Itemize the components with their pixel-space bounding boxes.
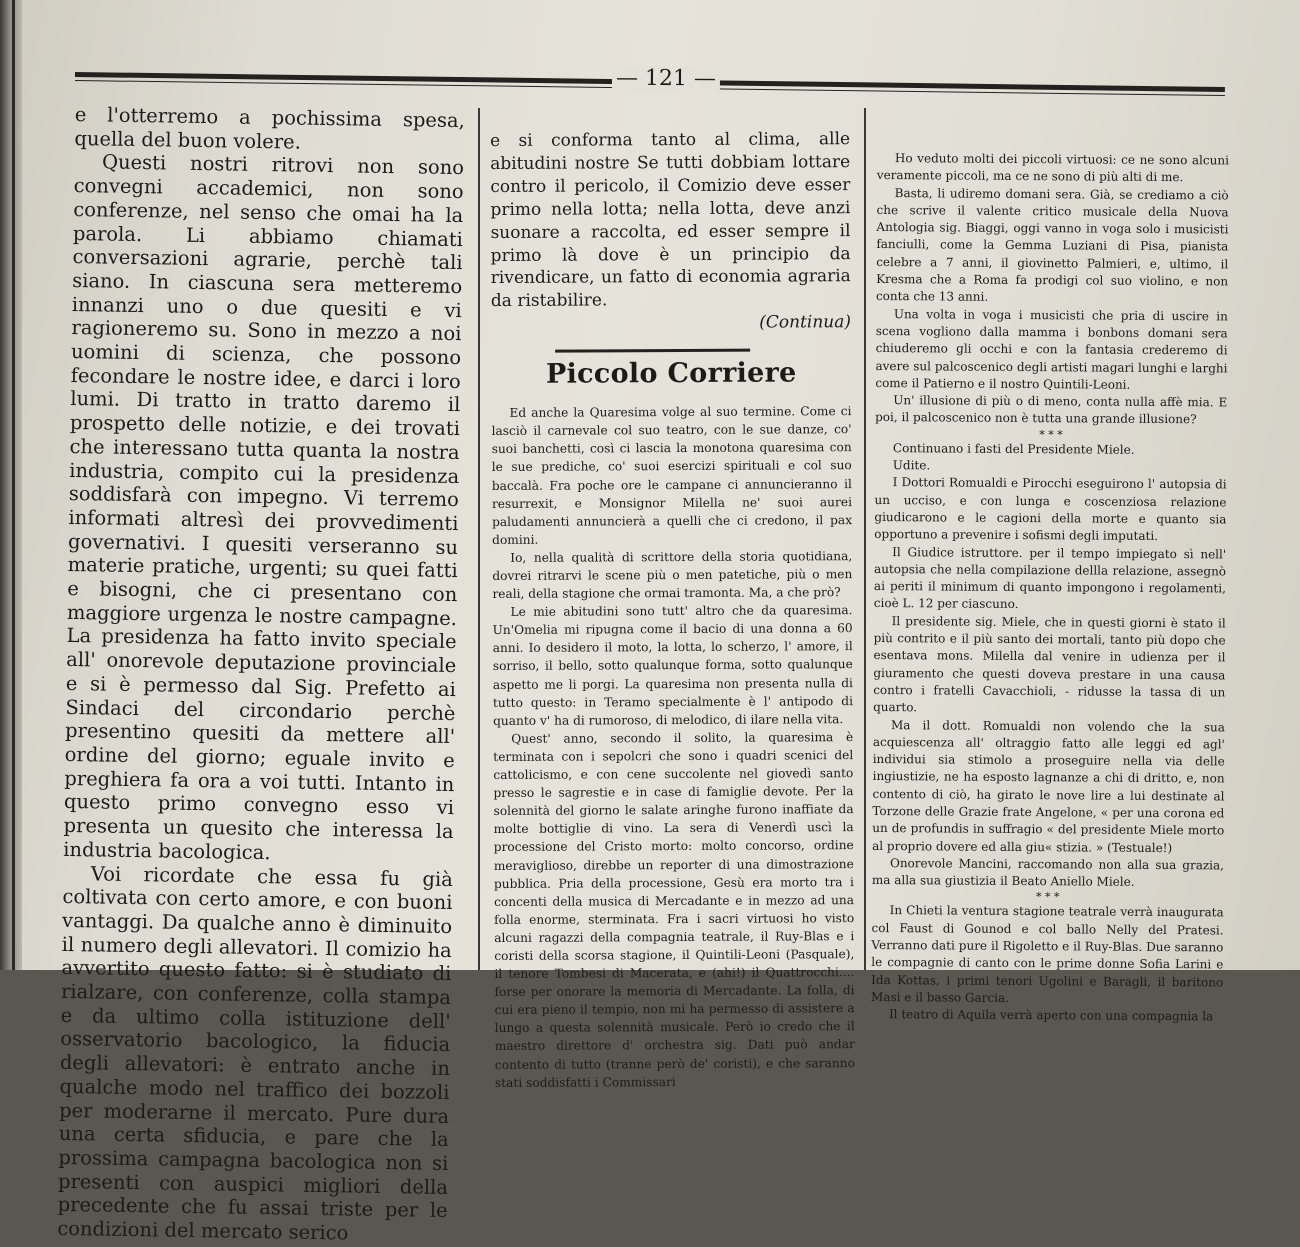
page-number: — 121 —: [612, 66, 720, 92]
column-divider-2: [864, 108, 866, 970]
book-spine: [0, 0, 22, 970]
col3-paragraph: Continuano i fasti del Presidente Miele.: [892, 440, 1135, 457]
spine-edge-line: [12, 0, 15, 970]
column-divider-1: [478, 108, 480, 970]
section-stars: * * *: [1035, 890, 1060, 904]
col3-paragraph: Una volta in voga i musicisti che pria di uscire in scena vogliono dalla mamma i bonbons domani sera chiuderemo gli occhi e con la fantasia crederemo di avere sul palcoscenico degli artisti magari lunghi e larghi come il Patierno e il nostro Quintili-Leoni.: [875, 306, 1228, 392]
column-2: [490, 128, 855, 1092]
section-stars: * * *: [1039, 427, 1063, 442]
col3-paragraph: In Chieti la ventura stagione teatrale verrà inaugurata col Faust di Gounod e col ballo Nelly del Pratesi. Verranno dati pure il Rigoletto e il Ruy-Blas. Due saranno le compagnie di canto con le prime donne Sofia Larini e Ida Kottas, i primi tenori Ugolini e Baragli, il baritono Masi e il basso Garcia.: [871, 903, 1224, 1005]
col3-paragraph: Basta, li udiremo domani sera. Già, se crediamo a ciò che scrive il valente critico musicale della Nuova Antologia sig. Biaggi, oggi vanno in voga solo i musicisti fanciulli, come la Gemma Luziani di Pisa, pianista celebre a 7 anni, il giovinetto Palmieri, e, ultimo, il Kresma che a Roma fa prodigi col suo violino, e non conta che 13 anni.: [875, 185, 1229, 305]
col2-paragraph: Ed anche la Quaresima volge al suo termine. Come ci lasciò il carnevale col suo teatro, con le sue danze, co' suoi banchetti, così ci lascia la monotona quaresima con le sue prediche, co' suoi esercizi spirituali e col suo baccalà. Fra poche ore le campane ci annuncieranno il resurrexit, e Monsignor Milella ne' suoi aurei paludamenti annuncierà a quelli che ci credono, il pax domini.: [491, 404, 853, 547]
section-heading: Piccolo Corriere: [545, 357, 797, 390]
column-3: [871, 150, 1229, 1026]
col1-paragraph: e l'otterremo a pochissima spesa, quella del buon volere.: [74, 103, 465, 154]
col2-paragraph: Le mie abitudini sono tutt' altro che da quaresima. Un'Omelia mi ripugna come il bacio di una donna a 60 anni. Io desidero il moto, la lotta, lo scherzo, l' amore, il sorriso, il bello, sotto qualunque forma, sotto qualunque aspetto me li porgi. La quaresima non presenta nulla di tutto questo: in Teramo specialmente è l' antipodo di quanto v' ha di rumoroso, di melodico, di ilare nella vita.: [492, 603, 854, 728]
continua-label: (Continua): [759, 312, 852, 333]
col3-paragraph: Un' illusione di più o di meno, conta nulla affè mia. E poi, il palcoscenico non è tutta una grande illusione?: [875, 393, 1228, 427]
column-1: [57, 103, 465, 1247]
col3-paragraph: Ho veduto molti dei piccoli virtuosi: ce ne sono alcuni veramente piccoli, ma ce ne sono di più alti di me.: [876, 151, 1229, 185]
col2-intro: e si conforma tanto al clima, alle abitudini nostre Se tutti dobbiam lottare contro il pericolo, il Comizio deve esser primo nella lotta; nella lotta, deve anzi suonare a raccolta, ed esser sempre il primo là dove è un principio da rivendicare, un fatto di economia agraria da ristabilire.: [490, 129, 851, 312]
col3-paragraph: Udite.: [892, 458, 931, 473]
col3-paragraph: Il Giudice istruttore. per il tempo impiegato sì nell' autopsia che nella compilazione dellla relazione, assegnò ai periti il minimum di quanto impongono i regolamenti, cioè L. 12 per ciascuno.: [873, 544, 1227, 612]
col3-paragraph: Il teatro di Aquila verrà aperto con una compagnia la: [888, 1007, 1214, 1024]
col2-paragraph: Io, nella qualità di scrittore della storia quotidiana, dovrei ritrarvi le scene più o men patetiche, più o men reali, della stagione che ormai tramonta. Ma, a che prò?: [492, 549, 853, 602]
col3-paragraph: Ma il dott. Romualdi non volendo che la sua acquiescenza all' oltraggio fatto alle leggi ed agl' individui sia stimolo a proseguire nella via delle ingiustizie, ne ha esposto lagnanze a chi di dritto, e, non contento di ciò, ha girato le nove lire a lui destinate al Torzone delle Grazie frate Angelone, « per una corona ed un de profundis in suffragio « del presidente Miele morto al proprio dovere ed alla giu« stizia. » (Testuale!): [872, 717, 1226, 855]
col3-paragraph: Il presidente sig. Miele, che in questi giorni è stato il più contrito e il più santo dei mortali, tanto più dopo che esentava mons. Milella dal venire in udienza per il giuramento che questi doveva prestare in una causa contro i fratelli Cavacchioli, - ridusse la tassa di un quarto.: [873, 613, 1226, 715]
col3-paragraph: Onorevole Mancini, raccomando non alla sua grazia, ma alla sua giustizia il Beato Aniello Miele.: [871, 855, 1225, 889]
section-rule: [555, 349, 750, 353]
col1-paragraph: Questi nostri ritrovi non sono convegni accademici, non sono conferenze, nel senso che omai ha la parola. Li abbiamo chiamati conversazioni agrarie, perchè tali siano. In ciascuna sera metteremo innanzi uno o due quesiti e vi ragioneremo su. Sono in mezzo a noi uomini di scienza, che possono fecondare le nostre idee, e darci i loro lumi. Di tratto in tratto daremo il prospetto delle notizie, e dei trovati che interessano tutta quanta la nostra industria, compito cui la presidenza soddisfarà con impegno. Vi terremo informati altresì dei provvedimenti governativi. I quesiti verseranno su materie pratiche, urgenti; su quei fatti e bisogni, che ci presentano con maggiore urgenza le nostre campagne. La presidenza ha fatto invito speciale all' onorevole deputazione provinciale e si è permesso dal Sig. Prefetto ai Sindaci del circondario perchè presentino quesiti da mettere all' ordine del giorno; eguale invito e preghiera fa ora a voi tutti. Intanto in questo primo convegno esso vi presenta un quesito che interessa la industria bacologica.: [63, 150, 465, 864]
col1-paragraph: Voi ricordate che essa fu già coltivata con certo amore, e con buoni vantaggi. Da qualche anno è diminuito il numero degli allevatori. Il comizio ha avvertito questo fatto: si è studiato di rialzare, con conferenze, colla stampa e da ultimo colla istituzione dell' osservatorio bacologico, la fiducia degli allevatori: è entrato anche in qualche modo nel traffico dei bozzoli per moderarne il mercato. Pure dura una certa sfiducia, e pare che la prossima campagna bacologica non si presenti con auspici migliori della precedente che fu assai triste per le condizioni del mercato serico: [57, 861, 454, 1245]
col3-paragraph: I Dottori Romualdi e Pirocchi eseguirono l' autopsia di un ucciso, e con lunga e coscenziosa relazione giudicarono e le cagioni della morte e quanto sia opportuno a prevenire i sofismi degli imputati.: [874, 475, 1227, 544]
col2-paragraph: Quest' anno, secondo il solito, la quaresima è terminata con i sepolcri che sono i quadri scenici del cattolicismo, e con cene succolente nel giovedì santo presso le sagrestie e in case di famiglie devote. Per la solennità del giorno le salate aringhe furono inaffiate da molte bottiglie di vino. La sera di Venerdì uscì la processione del Cristo morto: molto concorso, ordine meraviglioso, direbbe un reporter di una dimostrazione pubblica. Pria della processione, Gesù era morto tra i concenti della musica di Mercadante e in mezzo ad una folla enorme, sterminata. Fra i sacri virtuosi ho visto alcuni ragazzi della compagnia teatrale, il Ruy-Blas e i coristi della scorsa stagione, il Quintili-Leoni (Pasquale), il tenore Tombesi di Macerata, e (ahi!) il Quattrocchi.... forse per onorare la memoria di Mercadante. La folla, di cui era pieno il tempio, non mi ha permesso di assistere a lungo a questa solennità musicale. Però io credo che il maestro direttore d' orchestra sig. Dati può andar contento di tutto (tranne però de' coristi), e che saranno stati soddisfatti i Commissari: [493, 729, 855, 1090]
